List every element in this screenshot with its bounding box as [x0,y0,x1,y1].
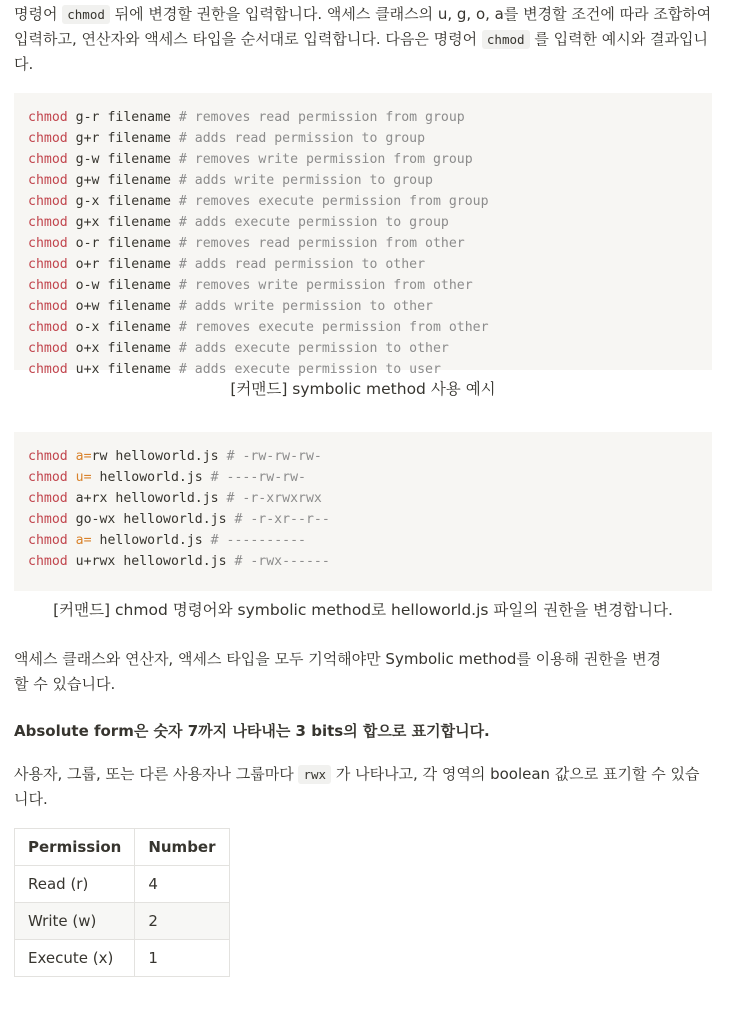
inline-code-chmod: chmod [62,5,110,24]
code-filename: filename [107,299,171,314]
code-filename: filename [107,257,171,272]
code-filename: filename [107,341,171,356]
code-comment: # adds read permission to group [178,131,426,146]
code-comment: # adds execute permission to group [178,215,449,230]
code-comment: # removes execute permission from other [178,320,489,335]
code-line [28,233,698,254]
code-keyword: chmod [28,131,68,146]
table-cell-number: 4 [135,866,229,903]
code-keyword: chmod [28,341,68,356]
code-comment: # removes execute permission from group [178,194,489,209]
code-keyword: chmod [28,320,68,335]
code-filename: helloworld.js [115,449,219,464]
code-keyword: chmod [28,194,68,209]
code-operator: a= [75,533,92,548]
table-cell-number: 2 [135,903,229,940]
code-keyword: chmod [28,554,68,569]
code-line [28,275,698,296]
code-block-helloworld[interactable] [14,432,712,591]
code-line [28,254,698,275]
table-row [15,866,230,903]
code-mode: o-x [75,320,100,335]
code-keyword: chmod [28,512,68,527]
code-comment: # -rwx------ [234,554,330,569]
code-line [28,530,698,551]
table-row [15,940,230,977]
table-cell-permission: Write (w) [15,903,135,940]
code-filename: filename [107,194,171,209]
code-comment: # -r-xr--r-- [234,512,330,527]
inline-code-rwx: rwx [298,765,331,784]
code-filename: filename [107,320,171,335]
header-permission: Permission [15,829,135,866]
code-line [28,446,698,467]
code-filename: helloworld.js [123,512,227,527]
paragraph-rwx [14,762,712,812]
permission-table [14,828,230,977]
table-row [15,903,230,940]
code-block-symbolic[interactable] [14,93,712,377]
code-keyword: chmod [28,491,68,506]
code-keyword: chmod [28,215,68,230]
code-operator: a= [75,449,92,464]
code-comment: # removes write permission from other [178,278,473,293]
code-comment: # removes read permission from other [178,236,465,251]
code-mode: o+x [75,341,100,356]
code-comment: # adds write permission to other [178,299,433,314]
code-comment: # adds execute permission to other [178,341,449,356]
code-mode: g-x [75,194,100,209]
code-mode: o-w [75,278,100,293]
code-line [28,317,698,338]
rwx-text-1: 사용자, 그룹, 또는 다른 사용자나 그룹마다 [14,765,299,783]
code-mode: u+x [75,362,100,377]
code-filename: filename [107,236,171,251]
code-mode: g+w [75,173,100,188]
code-mode: g-w [75,152,100,167]
code-mode: g+x [75,215,100,230]
table-cell-permission: Read (r) [15,866,135,903]
inline-code-chmod-2: chmod [482,30,530,49]
code-comment: # -rw-rw-rw- [226,449,322,464]
code-keyword: chmod [28,236,68,251]
code-filename: helloworld.js [115,491,219,506]
code-filename: filename [107,278,171,293]
intro-paragraph [14,0,712,77]
code-mode: go-wx [75,512,116,527]
code-keyword: chmod [28,173,68,188]
code-operator: u= [75,470,92,485]
code-mode: a+rx [75,491,108,506]
intro-text-3: 를 입력한 예시와 결과입니다. [14,30,709,73]
code-keyword: chmod [28,470,68,485]
code-line [28,467,698,488]
code-keyword: chmod [28,533,68,548]
code-filename: filename [107,215,171,230]
code-comment: # -r-xrwxrwx [226,491,322,506]
code-filename: filename [107,173,171,188]
code-line [28,212,698,233]
table-cell-permission: Execute (x) [15,940,135,977]
intro-text-1: 명령어 [14,5,63,23]
code-caption-1: [커맨드] symbolic method 사용 예시 [230,380,496,398]
code-line [28,296,698,317]
code-comment: # ----rw-rw- [210,470,306,485]
code-filename: filename [107,362,171,377]
code-comment: # removes read permission from group [178,110,465,125]
code-line [28,128,698,149]
code-comment: # ---------- [210,533,306,548]
intro-text-2: 뒤에 변경할 권한을 입력합니다. 액세스 클래스의 u, g, o, a를 변경할 조건에 따라 조합하여 입력하고, 연산자와 액세스 타입을 순서대로 입력합니다. 다음은 명령어 [14,5,712,48]
code-caption-2: [커맨드] chmod 명령어와 symbolic method로 helloworld.js 파일의 권한을 변경합니다. [53,601,673,619]
code-keyword: chmod [28,299,68,314]
code-mode: g-r [75,110,100,125]
code-mode: o-r [75,236,100,251]
code-line [28,191,698,212]
header-number: Number [135,829,229,866]
code-comment: # adds read permission to other [178,257,426,272]
code-filename: filename [107,152,171,167]
code-filename: helloworld.js [99,533,203,548]
code-mode: o+w [75,299,100,314]
code-keyword: chmod [28,362,68,377]
code-line [28,509,698,530]
code-line [28,107,698,128]
code-comment: # removes write permission from group [178,152,473,167]
paragraph-symbolic-note: 액세스 클래스와 연산자, 액세스 타입을 모두 기억해야만 Symbolic method를 이용해 권한을 변경할 수 있습니다. [14,650,662,693]
absolute-form-heading: Absolute form은 숫자 7까지 나타내는 3 bits의 합으로 표기합니다. [14,722,490,740]
table-cell-number: 1 [135,940,229,977]
code-line [28,551,698,572]
table-header-row [15,829,230,866]
code-line [28,359,698,380]
code-mode: rw [91,449,108,464]
code-mode: g+r [75,131,100,146]
code-filename: filename [107,110,171,125]
code-keyword: chmod [28,110,68,125]
code-mode: u+rwx [75,554,116,569]
code-line [28,488,698,509]
code-line [28,149,698,170]
code-keyword: chmod [28,152,68,167]
code-keyword: chmod [28,257,68,272]
code-filename: helloworld.js [99,470,203,485]
code-filename: helloworld.js [123,554,227,569]
code-comment: # adds execute permission to user [178,362,441,377]
code-comment: # adds write permission to group [178,173,433,188]
code-keyword: chmod [28,449,68,464]
code-line [28,170,698,191]
code-mode: o+r [75,257,100,272]
rwx-text-2: 가 나타나고, 각 영역의 boolean 값으로 표기할 수 있습니다. [14,765,700,808]
code-line [28,338,698,359]
code-keyword: chmod [28,278,68,293]
code-filename: filename [107,131,171,146]
